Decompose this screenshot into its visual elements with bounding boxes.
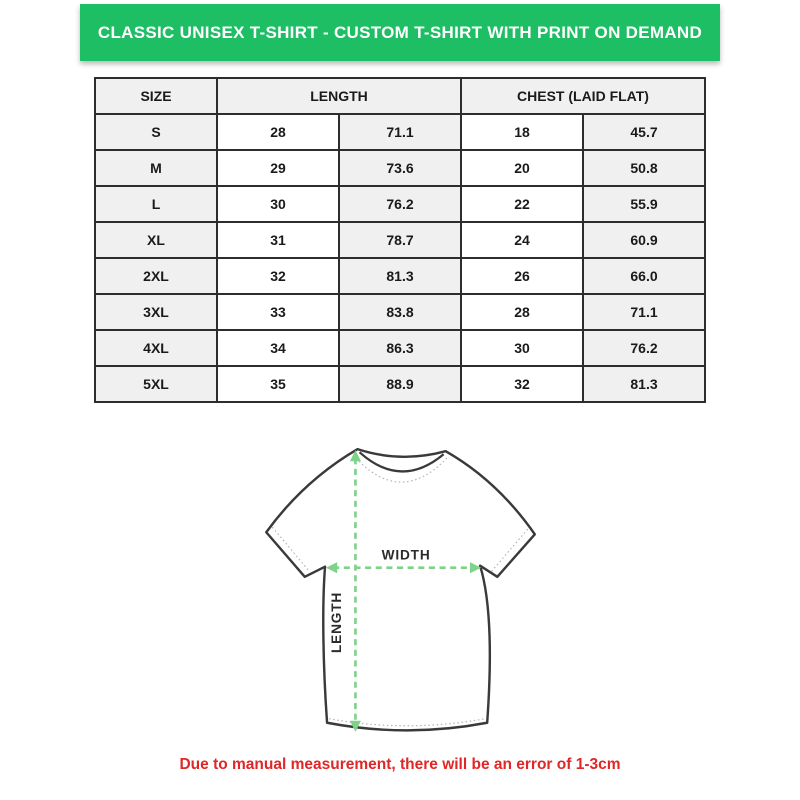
- cell-length-cm: 73.6: [339, 150, 461, 186]
- cell-chest-cm: 45.7: [583, 114, 705, 150]
- cell-size: 3XL: [95, 294, 217, 330]
- cell-size: M: [95, 150, 217, 186]
- cell-chest-in: 28: [461, 294, 583, 330]
- cell-chest-cm: 60.9: [583, 222, 705, 258]
- table-row: [95, 114, 705, 150]
- width-label: WIDTH: [381, 547, 431, 563]
- table-row: [95, 150, 705, 186]
- length-label: LENGTH: [329, 591, 345, 653]
- cell-chest-in: 22: [461, 186, 583, 222]
- table-row: [95, 186, 705, 222]
- cell-length-in: 30: [217, 186, 339, 222]
- cell-length-in: 28: [217, 114, 339, 150]
- cell-size: 2XL: [95, 258, 217, 294]
- table-row: [95, 294, 705, 330]
- table-row: [95, 330, 705, 366]
- cell-size: XL: [95, 222, 217, 258]
- cell-length-cm: 83.8: [339, 294, 461, 330]
- tshirt-measurement-diagram: [246, 438, 550, 742]
- cell-chest-cm: 81.3: [583, 366, 705, 402]
- cell-chest-in: 32: [461, 366, 583, 402]
- cell-chest-cm: 76.2: [583, 330, 705, 366]
- cell-chest-in: 24: [461, 222, 583, 258]
- cell-length-in: 31: [217, 222, 339, 258]
- title-banner: [80, 4, 720, 61]
- cell-chest-cm: 71.1: [583, 294, 705, 330]
- measurement-note: [0, 756, 800, 774]
- col-header-size: SIZE: [95, 78, 217, 114]
- page-title: CLASSIC UNISEX T-SHIRT - CUSTOM T-SHIRT WITH PRINT ON DEMAND: [97, 22, 703, 42]
- cell-length-in: 29: [217, 150, 339, 186]
- size-table: [94, 77, 706, 403]
- cell-size: 4XL: [95, 330, 217, 366]
- cell-length-in: 35: [217, 366, 339, 402]
- cell-chest-in: 30: [461, 330, 583, 366]
- cell-size: L: [95, 186, 217, 222]
- cell-length-cm: 81.3: [339, 258, 461, 294]
- cell-length-cm: 88.9: [339, 366, 461, 402]
- table-header-row: [95, 78, 705, 114]
- cell-length-in: 33: [217, 294, 339, 330]
- table-row: [95, 366, 705, 402]
- cell-length-in: 34: [217, 330, 339, 366]
- cell-length-cm: 78.7: [339, 222, 461, 258]
- cell-chest-cm: 66.0: [583, 258, 705, 294]
- cell-length-in: 32: [217, 258, 339, 294]
- tshirt-outline: [266, 449, 535, 730]
- table-row: [95, 222, 705, 258]
- cell-size: S: [95, 114, 217, 150]
- col-header-length: LENGTH: [217, 78, 461, 114]
- cell-length-cm: 86.3: [339, 330, 461, 366]
- cell-chest-cm: 50.8: [583, 150, 705, 186]
- cell-size: 5XL: [95, 366, 217, 402]
- cell-chest-in: 20: [461, 150, 583, 186]
- cell-length-cm: 76.2: [339, 186, 461, 222]
- cell-length-cm: 71.1: [339, 114, 461, 150]
- table-row: [95, 258, 705, 294]
- measurement-note-text: Due to manual measurement, there will be an error of 1-3cm: [179, 756, 621, 773]
- size-table-wrap: [94, 77, 706, 403]
- cell-chest-cm: 55.9: [583, 186, 705, 222]
- cell-chest-in: 18: [461, 114, 583, 150]
- col-header-chest: CHEST (LAID FLAT): [461, 78, 705, 114]
- cell-chest-in: 26: [461, 258, 583, 294]
